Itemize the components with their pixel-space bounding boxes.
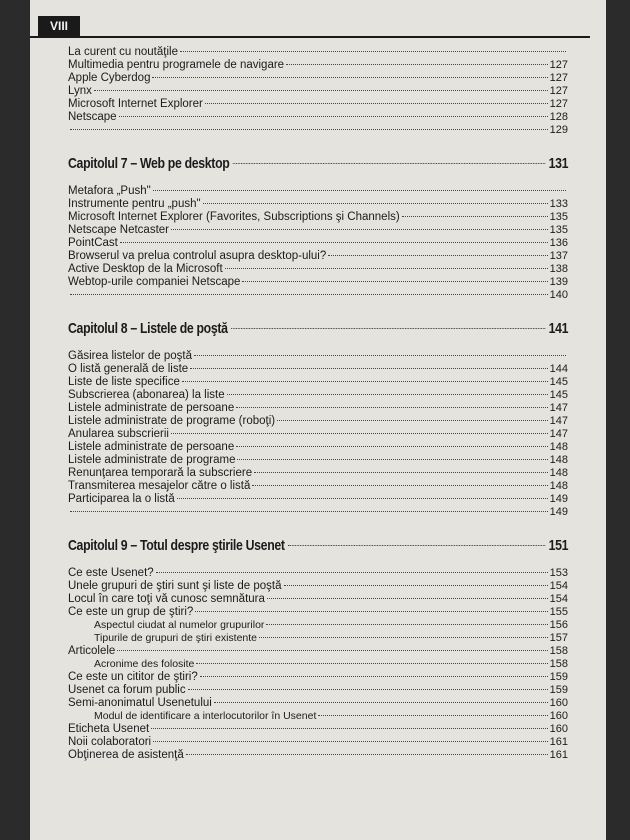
toc-entry <box>68 567 568 580</box>
toc-entry <box>68 749 568 762</box>
dot-leader <box>254 472 548 473</box>
entry-page-number: 136 <box>549 237 568 249</box>
entry-page-number: 139 <box>549 276 568 288</box>
toc-entry <box>68 389 568 402</box>
entry-page-number: 156 <box>549 619 568 631</box>
entry-page-number: 157 <box>549 632 568 644</box>
entry-title: Aspectul ciudat al numelor grupurilor <box>94 619 265 631</box>
dot-leader <box>194 355 566 356</box>
entry-title: O listă generală de liste <box>68 363 189 375</box>
entry-title: Instrumente pentru „push" <box>68 198 201 210</box>
toc-entry <box>68 697 568 710</box>
dot-leader <box>203 203 548 204</box>
dot-leader <box>120 242 548 243</box>
dot-leader <box>402 216 548 217</box>
entry-title: Tipurile de grupuri de ştiri existente <box>94 632 258 644</box>
toc-entry <box>68 428 568 441</box>
toc-entry <box>68 350 568 363</box>
toc-entry <box>68 111 568 124</box>
toc-entry <box>68 454 568 467</box>
entry-page-number: 155 <box>549 606 568 618</box>
toc-entry <box>68 98 568 111</box>
toc-entry <box>68 645 568 658</box>
chapter-heading <box>68 155 568 177</box>
entry-page-number: 137 <box>549 250 568 262</box>
entry-title: Participarea la o listă <box>68 493 175 505</box>
dot-leader <box>94 90 548 91</box>
dot-leader <box>152 77 547 78</box>
dot-leader <box>70 511 548 512</box>
entry-page-number: 161 <box>549 736 568 748</box>
dot-leader <box>171 229 548 230</box>
dot-leader <box>186 754 548 755</box>
dot-leader <box>214 702 548 703</box>
toc-entry <box>68 185 568 198</box>
entry-page-number: 159 <box>549 684 568 696</box>
entry-title: Capitolul 9 – Totul despre ştirile Usenet <box>68 537 285 554</box>
entry-title: Transmiterea mesajelor către o listă <box>68 480 251 492</box>
toc-entry <box>68 493 568 506</box>
toc-entry <box>68 289 568 302</box>
dot-leader <box>236 446 547 447</box>
dot-leader <box>180 51 566 52</box>
page-header <box>30 10 590 38</box>
entry-page-number: 160 <box>549 697 568 709</box>
dot-leader <box>188 689 548 690</box>
entry-title: Listele administrate de programe <box>68 454 236 466</box>
toc-entry <box>68 211 568 224</box>
entry-title: Capitolul 7 – Web pe desktop <box>68 155 230 172</box>
entry-title: Listele administrate de persoane <box>68 441 235 453</box>
entry-title: Microsoft Internet Explorer (Favorites, Subscriptions şi Channels) <box>68 211 400 223</box>
dot-leader <box>196 663 547 664</box>
toc-entry <box>68 198 568 211</box>
toc-entry <box>68 593 568 606</box>
chapter-heading <box>68 320 568 342</box>
dot-leader <box>151 728 547 729</box>
dot-leader <box>156 572 548 573</box>
entry-page-number: 149 <box>549 493 568 505</box>
dot-leader <box>259 637 548 638</box>
entry-page-number: 135 <box>549 224 568 236</box>
toc-entry <box>68 237 568 250</box>
entry-title: Obţinerea de asistenţă <box>68 749 184 761</box>
toc-entry <box>68 402 568 415</box>
entry-title: Webtop-urile companiei Netscape <box>68 276 241 288</box>
toc-entry <box>68 580 568 593</box>
dot-leader <box>119 116 548 117</box>
entry-page-number: 153 <box>549 567 568 579</box>
entry-page-number: 138 <box>549 263 568 275</box>
dot-leader <box>266 624 547 625</box>
entry-title: Metafora „Push" <box>68 185 151 197</box>
entry-title: Articolele <box>68 645 116 657</box>
entry-page-number: 127 <box>549 59 568 71</box>
toc-entry <box>68 224 568 237</box>
toc-entry <box>68 710 568 723</box>
entry-page-number: 135 <box>549 211 568 223</box>
entry-page-number: 158 <box>549 658 568 670</box>
toc-entry <box>68 619 568 632</box>
entry-title: La curent cu noutăţile <box>68 46 178 58</box>
entry-page-number: 127 <box>549 85 568 97</box>
entry-title: Noii colaboratori <box>68 736 152 748</box>
entry-title: Găsirea listelor de poştă <box>68 350 193 362</box>
entry-page-number: 145 <box>549 389 568 401</box>
entry-title: Anularea subscrierii <box>68 428 169 440</box>
entry-title: Ce este Usenet? <box>68 567 154 579</box>
entry-title: Unele grupuri de ştiri sunt şi liste de poştă <box>68 580 282 592</box>
toc-entry <box>68 632 568 645</box>
entry-page-number: 148 <box>549 454 568 466</box>
dot-leader <box>236 407 547 408</box>
toc-entry <box>68 480 568 493</box>
entry-page-number: 154 <box>549 593 568 605</box>
toc-entry <box>68 263 568 276</box>
toc-entry <box>68 276 568 289</box>
entry-page-number: 160 <box>549 723 568 735</box>
entry-page-number: 154 <box>549 580 568 592</box>
entry-page-number: 151 <box>548 537 569 554</box>
entry-page-number: 141 <box>548 320 569 337</box>
entry-title: Subscrierea (abonarea) la liste <box>68 389 225 401</box>
entry-title: Ce este un grup de ştiri? <box>68 606 194 618</box>
dot-leader <box>225 268 548 269</box>
toc-entry <box>68 72 568 85</box>
toc-entry <box>68 506 568 519</box>
entry-title: Locul în care toţi vă cunosc semnătura <box>68 593 265 605</box>
entry-title: Semi-anonimatul Usenetului <box>68 697 212 709</box>
entry-page-number: 127 <box>549 98 568 110</box>
toc-entry <box>68 376 568 389</box>
dot-leader <box>267 598 548 599</box>
dot-leader <box>237 459 547 460</box>
dot-leader <box>70 294 548 295</box>
chapter-heading <box>68 537 568 559</box>
entry-title: Acronime des folosite <box>94 658 195 670</box>
dot-leader <box>288 545 545 546</box>
dot-leader <box>318 715 547 716</box>
entry-page-number: 144 <box>549 363 568 375</box>
toc-entry <box>68 363 568 376</box>
dot-leader <box>182 381 548 382</box>
dot-leader <box>153 190 566 191</box>
entry-title: Listele administrate de persoane <box>68 402 235 414</box>
dot-leader <box>190 368 547 369</box>
entry-page-number: 140 <box>549 289 568 301</box>
toc-entry <box>68 46 568 59</box>
entry-page-number: 127 <box>549 72 568 84</box>
entry-title: Lynx <box>68 85 92 97</box>
toc-entry <box>68 684 568 697</box>
dot-leader <box>231 328 545 329</box>
entry-page-number: 148 <box>549 441 568 453</box>
entry-title: PointCast <box>68 237 118 249</box>
dot-leader <box>227 394 548 395</box>
page-number: VIII <box>38 16 80 36</box>
toc-entry <box>68 441 568 454</box>
dot-leader <box>70 129 548 130</box>
entry-page-number: 160 <box>549 710 568 722</box>
entry-page-number: 149 <box>549 506 568 518</box>
dot-leader <box>117 650 547 651</box>
dot-leader <box>328 255 547 256</box>
entry-title: Apple Cyberdog <box>68 72 151 84</box>
entry-title: Usenet ca forum public <box>68 684 186 696</box>
entry-title: Renunţarea temporară la subscriere <box>68 467 253 479</box>
entry-title: Listele administrate de programe (roboţi) <box>68 415 276 427</box>
dot-leader <box>200 676 548 677</box>
entry-title: Liste de liste specifice <box>68 376 180 388</box>
entry-page-number: 129 <box>549 124 568 136</box>
entry-page-number: 131 <box>548 155 569 172</box>
dot-leader <box>284 585 548 586</box>
entry-title: Microsoft Internet Explorer <box>68 98 203 110</box>
entry-title: Netscape Netcaster <box>68 224 169 236</box>
toc-entry <box>68 250 568 263</box>
toc-entry <box>68 124 568 137</box>
dot-leader <box>286 64 548 65</box>
entry-page-number: 133 <box>549 198 568 210</box>
toc-entry <box>68 467 568 480</box>
toc-entry <box>68 59 568 72</box>
dot-leader <box>153 741 548 742</box>
entry-page-number: 147 <box>549 415 568 427</box>
entry-page-number: 161 <box>549 749 568 761</box>
dot-leader <box>242 281 547 282</box>
toc-entry <box>68 658 568 671</box>
entry-title: Netscape <box>68 111 117 123</box>
entry-title: Eticheta Usenet <box>68 723 150 735</box>
dot-leader <box>277 420 548 421</box>
entry-title: Ce este un cititor de ştiri? <box>68 671 198 683</box>
table-of-contents <box>68 46 568 762</box>
toc-entry <box>68 723 568 736</box>
entry-title: Active Desktop de la Microsoft <box>68 263 223 275</box>
entry-page-number: 147 <box>549 428 568 440</box>
entry-page-number: 145 <box>549 376 568 388</box>
entry-page-number: 128 <box>549 111 568 123</box>
dot-leader <box>252 485 547 486</box>
toc-entry <box>68 85 568 98</box>
dot-leader <box>195 611 547 612</box>
toc-entry <box>68 671 568 684</box>
entry-page-number: 158 <box>549 645 568 657</box>
entry-title: Capitolul 8 – Listele de poştă <box>68 320 228 337</box>
book-page <box>30 0 606 840</box>
entry-page-number: 159 <box>549 671 568 683</box>
toc-entry <box>68 606 568 619</box>
dot-leader <box>177 498 548 499</box>
entry-title: Browserul va prelua controlul asupra desktop-ului? <box>68 250 327 262</box>
entry-title: Multimedia pentru programele de navigare <box>68 59 285 71</box>
toc-entry <box>68 736 568 749</box>
entry-page-number: 147 <box>549 402 568 414</box>
entry-page-number: 148 <box>549 467 568 479</box>
dot-leader <box>205 103 548 104</box>
dot-leader <box>233 163 546 164</box>
dot-leader <box>171 433 548 434</box>
entry-page-number: 148 <box>549 480 568 492</box>
toc-entry <box>68 415 568 428</box>
entry-title: Modul de identificare a interlocutorilor în Usenet <box>94 710 317 722</box>
